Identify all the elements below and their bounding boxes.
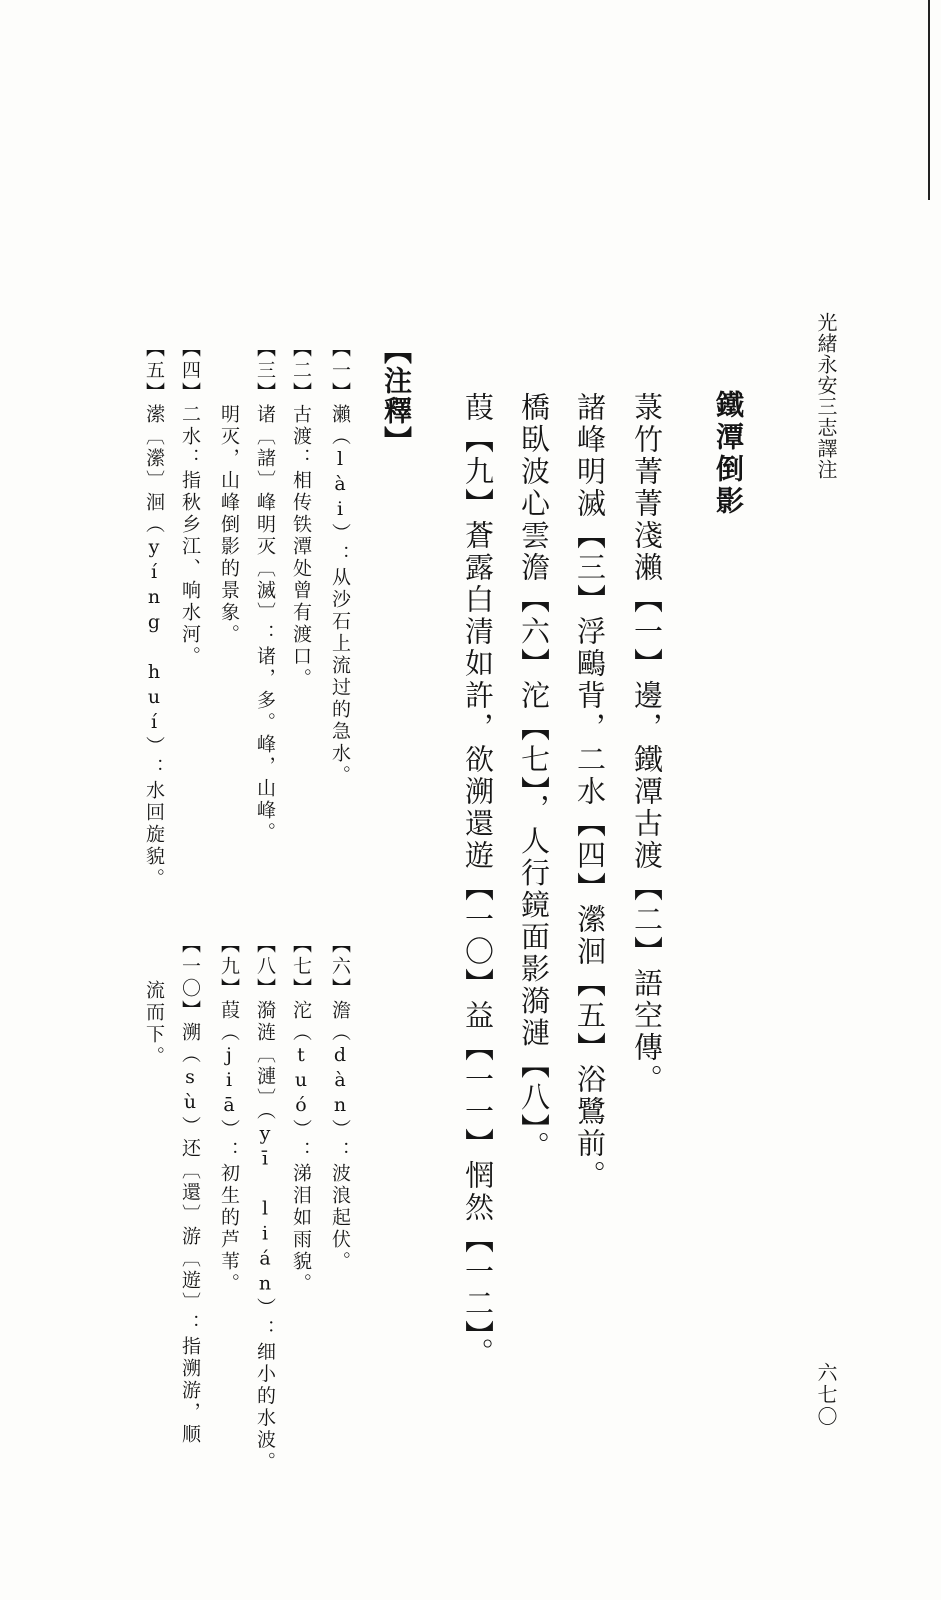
poem-line-4: 葭【九】蒼露白清如許，欲溯還遊【一〇】益【一一】惘然【一二】。 <box>461 392 495 1370</box>
note-10-continued: 流而下。 <box>143 980 165 1068</box>
note-4: 【四】二水：指秋乡江、响水河。 <box>179 338 201 668</box>
running-header: 光緒永安三志譯注 <box>814 312 838 480</box>
note-1: 【一】瀨（lài）：从沙石上流过的急水。 <box>329 338 351 787</box>
note-8: 【八】漪涟〔漣〕（yī lián）：细小的水波。 <box>254 934 276 1474</box>
poem-line-1: 菉竹菁菁淺瀨【一】邊，鐵潭古渡【二】語空傳。 <box>630 392 664 1096</box>
note-3: 【三】诸〔諸〕峰明灭〔滅〕：诸，多。峰，山峰。 <box>254 338 276 844</box>
poem-line-2: 諸峰明滅【三】浮鷗背，二水【四】瀠洄【五】浴鷺前。 <box>573 392 607 1192</box>
poem-line-3: 橋臥波心雲澹【六】沱【七】，人行鏡面影漪漣【八】。 <box>517 392 551 1163</box>
notes-heading: 【注釋】 <box>380 336 413 456</box>
note-9: 【九】葭（jiā）：初生的芦苇。 <box>218 934 240 1295</box>
note-3-continued: 明灭，山峰倒影的景象。 <box>218 404 240 646</box>
note-5: 【五】潆〔瀠〕洄（yíng huí）：水回旋貌。 <box>143 338 165 890</box>
note-2: 【二】古渡：相传铁潭处曾有渡口。 <box>290 338 312 690</box>
note-7: 【七】沱（tuó）：涕泪如雨貌。 <box>290 934 312 1295</box>
page-edge-line <box>928 0 930 200</box>
note-6: 【六】澹（dàn）：波浪起伏。 <box>329 934 351 1273</box>
note-10: 【一〇】溯（sù）还〔還〕游〔遊〕：指溯游，顺 <box>179 934 201 1446</box>
poem-title: 鐵潭倒影 <box>712 390 745 518</box>
page-number: 六七〇 <box>814 1362 838 1428</box>
